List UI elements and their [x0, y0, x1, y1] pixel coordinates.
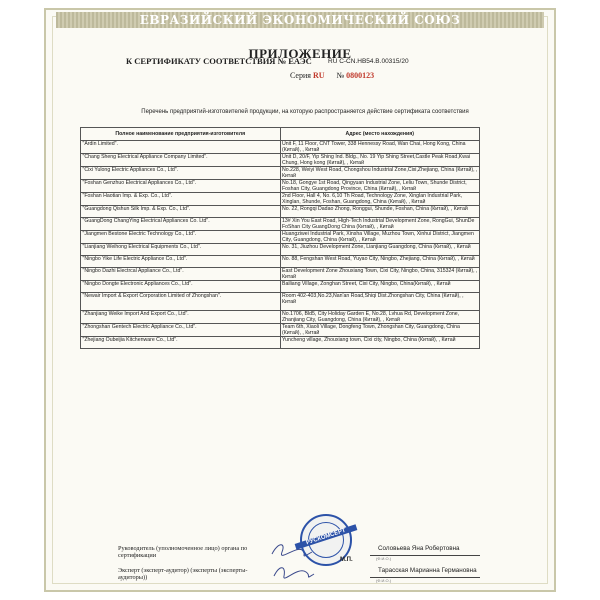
stamp-label: РУСКОМСЕРТ	[295, 524, 358, 549]
manufacturer-name: "Lianjiang Weihong Electrical Equipments Co., Ltd".	[81, 244, 281, 256]
table-row	[81, 180, 480, 193]
head-initials-caption: (Ф.И.О.)	[376, 556, 392, 561]
table-row	[81, 231, 480, 244]
manufacturer-address: Team 6th, Xiaoli Village, Dongfeng Town, Zhongshan City, Guangdong, China (Китай), , Китай	[280, 324, 480, 337]
manufacturer-address: Room 402-403,No.23,Nan'an Road,Shiqi Dist.Zhongshan City, China (Китай), , Китай	[280, 293, 480, 311]
manufacturer-address: No. 22, Rongqi Dadao Zhong, Ronggui, Shunde, Foshan, China (Китай), , Китай	[280, 206, 480, 218]
table-row	[81, 281, 480, 293]
series-value: RU	[312, 71, 325, 80]
table-row	[81, 218, 480, 231]
page-title: ПРИЛОЖЕНИЕ	[248, 46, 352, 61]
certificate-number: RU C-CN.НВ54.В.00315/20	[328, 58, 409, 65]
manufacturer-address: Unit F, 11 Floor, CNT Tower, 338 Hennessy Road, Wan Chai, Hong Kong, China (Китай), , Китай	[280, 141, 480, 154]
expert-name: Тарасская Марианна Германовна	[378, 567, 477, 574]
intro-text: Перечень предприятий-изготовителей продукции, на которую распространяется действие сертификата соответствия	[141, 109, 469, 115]
manufacturer-address: No.1706, Bld5, City Holiday Garden E, No.28, Lvhua Rd, Development Zone, Zhanjiang City, Guangdong, China (Китай), , Китай	[280, 311, 480, 324]
manufacturer-address: 2nd Floor, Hall 4, No. 6,10 Th Road, Technology Zone, Xinglan Industrial Park, Xinglan, Shunde, Foshan, Guangdong, China (Китай), , Китай	[280, 193, 480, 206]
manufacturer-address: Yuncheng village, Zhouxiang town, Cixi city, Ningbo, China (Китай), , Китай	[280, 337, 480, 349]
manufacturer-name: "Foshan Genzhuo Electrical Appliances Co., Ltd".	[81, 180, 281, 193]
manufacturer-address: Unit D, 20/F, Yip Shing Ind. Bldg., No. 19 Yip Shing Street,Castle Peak Road,Kwai Chung, Hong kong (Китай), , Китай	[280, 154, 480, 167]
series-label: Серия	[290, 71, 311, 80]
manufacturer-name: "Ningbo Dongte Electronic Appliances Co., Ltd".	[81, 281, 281, 293]
series-line	[290, 71, 374, 80]
table-row	[81, 167, 480, 180]
manufacturer-name: "Zhejiang Oubeijia Kitchenware Co., Ltd".	[81, 337, 281, 349]
union-banner: ЕВРАЗИЙСКИЙ ЭКОНОМИЧЕСКИЙ СОЮЗ	[56, 12, 544, 28]
manufacturer-address: No.228, Weiyi West Road, Chongshou Industrial Zone,Cixi,Zhejiang, China (Китай), , Китай	[280, 167, 480, 180]
manufacturer-name: "Guangdong Qishun Silk Imp. & Exp. Co., Ltd".	[81, 206, 281, 218]
certificate-subtitle: К СЕРТИФИКАТУ СООТВЕТСТВИЯ № ЕАЭС	[126, 56, 312, 66]
manufacturer-address: Bailiang Village, Zonghan Street, Cixi City, Ningbo, China(Китай), , Китай	[280, 281, 480, 293]
manufacturers-table	[80, 127, 480, 349]
table-row	[81, 324, 480, 337]
number-prefix: №	[336, 71, 345, 80]
table-header-row	[81, 128, 480, 141]
table-row	[81, 206, 480, 218]
manufacturer-name: "GuangDong ChangYing Electrical Appliances Co. Ltd".	[81, 218, 281, 231]
table-row	[81, 141, 480, 154]
column-header-name: Полное наименование предприятия-изготовителя	[81, 128, 281, 141]
number-value: 0800123	[346, 71, 375, 80]
manufacturer-name: "Ningbo Yike Life Electric Appliance Co., Ltd".	[81, 256, 281, 268]
table-row	[81, 268, 480, 281]
table-row	[81, 193, 480, 206]
manufacturer-address: 13# Xin You East Road, High-Tech Industrial Development Zone, RongGui, ShunDe FoShan City GuangDong China (Китай), , Китай	[280, 218, 480, 231]
head-name: Соловьева Яна Робертовна	[378, 545, 460, 552]
manufacturer-address: East Development Zone Zhouxiang Town, Cixi City, Ningbo, China, 315324 (Китай), , Китай	[280, 268, 480, 281]
manufacturer-name: "Ningbo Dazhi Electrcal Appliance Co., Ltd".	[81, 268, 281, 281]
manufacturer-name: "Chang Sheng Electrical Appliance Company Limited".	[81, 154, 281, 167]
column-header-address: Адрес (место нахождения)	[280, 128, 480, 141]
manufacturer-name: "Cixi Yulong Electric Appliances Co., Ltd".	[81, 167, 281, 180]
expert-initials-caption: (Ф.И.О.)	[376, 578, 392, 583]
table-row	[81, 337, 480, 349]
table-row	[81, 311, 480, 324]
table-row	[81, 293, 480, 311]
manufacturer-address: No. 31, Jiuzhou Development Zone, Lianjiang Guangdong, China (Китай), , Китай	[280, 244, 480, 256]
table-row	[81, 244, 480, 256]
manufacturer-name: "Jiangmen Bestone Electric Technology Co., Ltd".	[81, 231, 281, 244]
manufacturer-name: "Foshan Haotian Imp. & Exp. Co., Ltd".	[81, 193, 281, 206]
manufacturer-name: "Newair Import & Export Corporation Limited of Zhongshan".	[81, 293, 281, 311]
manufacturer-name: "Ardin Limited".	[81, 141, 281, 154]
seal-place-label: М.П.	[340, 557, 353, 563]
manufacturer-address: No. 88, Fengshan West Road, Yuyao City, Ningbo, Zhejiang, China (Китай), , Китай	[280, 256, 480, 268]
manufacturer-address: No.18, Gongye 1st Road, Qingyuan Industrial Zone, Leliu Town, Shunde District, Foshan City, Guangdong Province, China (Китай), , Китай	[280, 180, 480, 193]
head-signature-label: Руководитель (уполномоченное лицо) органа по сертификации	[118, 545, 248, 559]
table-row	[81, 256, 480, 268]
manufacturer-name: "Zhanjiang Weike Import And Export Co., Ltd".	[81, 311, 281, 324]
manufacturer-address: Huangziwei Industrial Park, Xinsha Village, Muzhou Town, Xinhui District, Jiangmen City, Guangdong, China (Китай), , Китай	[280, 231, 480, 244]
manufacturer-name: "Zhongshan Gentech Electric Appliance Co., Ltd".	[81, 324, 281, 337]
expert-signature-label: Эксперт (эксперт-аудитор) (эксперты (эксперты-аудиторы))	[118, 567, 248, 581]
table-row	[81, 154, 480, 167]
